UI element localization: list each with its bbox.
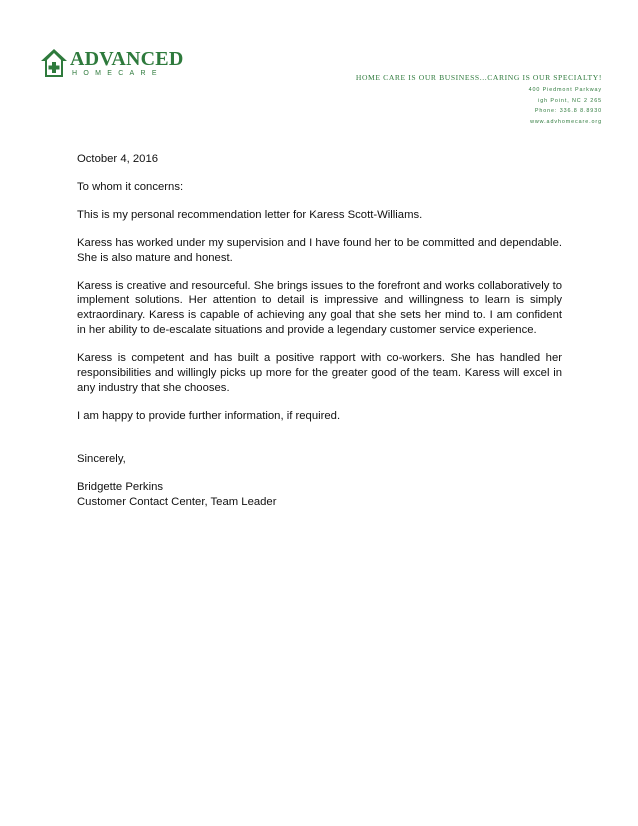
letter-paragraph: This is my personal recommendation letter for Karess Scott-Williams. [77,208,423,221]
address-phone: Phone: 336.8 8.8930 [534,108,602,114]
letter-body [77,152,562,510]
letter-signoff [77,452,562,510]
letter-date: October 4, 2016 [77,153,159,165]
address-street: 400 Piedmont Parkway [528,87,602,93]
house-cross-icon [40,48,68,78]
signer-name: Bridgette Perkins [77,480,164,493]
company-tagline: HOME CARE IS OUR BUSINESS...CARING IS OUR SPECIALTY! [355,73,602,82]
letter-paragraph: Karess is competent and has built a positive rapport with co-workers. She has handled her responsibilities and willingly picks up more for the greater good of the team. Karess will excel in any industry that she chooses. [77,352,562,394]
signature-block [77,480,562,510]
letter-closing: Sincerely, [77,452,126,465]
company-address [529,85,602,127]
logo-subtitle: HOMECARE [72,70,163,77]
logo-wordmark: ADVANCED [70,48,184,70]
address-website: www.advhomecare.org [530,118,602,125]
letter-paragraph: Karess has worked under my supervision and I have found her to be committed and dependable. She is also mature and honest. [77,236,562,264]
letter-paragraph: I am happy to provide further information, if required. [77,409,341,422]
address-city: igh Point, NC 2 265 [538,97,602,104]
letter-paragraph: Karess is creative and resourceful. She brings issues to the forefront and works collaboratively to implement solutions. Her attention to detail is impressive and willingness to learn is simply extraordinary. Karess is capable of achieving any goal that she sets her mind to. I am confident in her ability to de-escalate situations and provide a legendary customer service experience. [77,279,562,337]
signer-title: Customer Contact Center, Team Leader [77,495,277,508]
letterhead [0,0,638,140]
letter-salutation: To whom it concerns: [77,180,184,193]
company-logo [40,44,184,84]
